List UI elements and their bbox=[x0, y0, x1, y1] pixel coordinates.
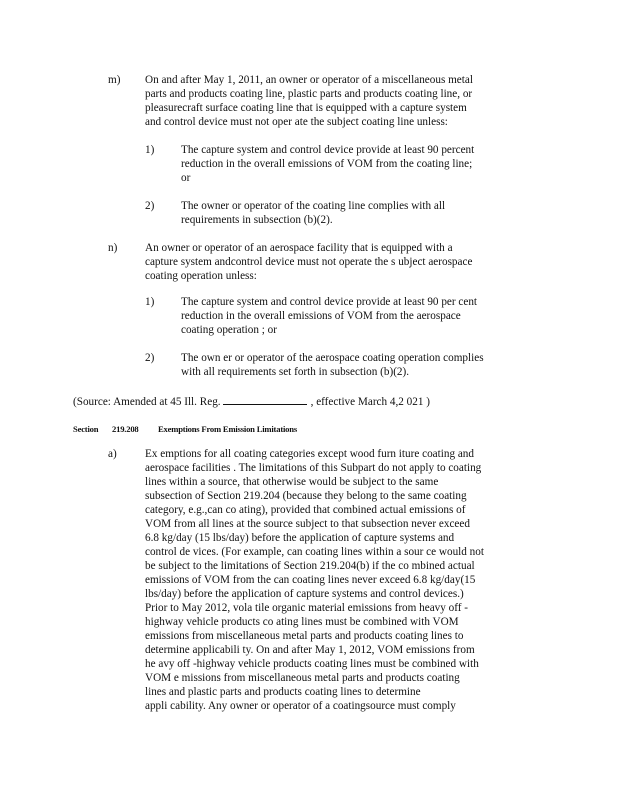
item-m2-line: The owner or operator of the coating line complies with all bbox=[181, 200, 446, 212]
paragraph-a-line: VOM e missions from miscellaneous metal parts and products coating bbox=[145, 672, 460, 684]
item-n2-label: 2) bbox=[145, 352, 155, 364]
section-word: Section bbox=[73, 424, 99, 434]
paragraph-a-line: category, e.g.,can co ating), provided that combined actual emissions of bbox=[145, 504, 466, 516]
paragraph-a-line: emissions from miscellaneous metal parts and products coating lines to bbox=[145, 630, 464, 642]
paragraph-a-line: subsection of Section 219.204 (because they belong to the same coating bbox=[145, 490, 467, 502]
source-note-suffix: , effective March 4,2 021 ) bbox=[310, 396, 430, 408]
item-n2-line: with all requirements set forth in subsection (b)(2). bbox=[181, 366, 410, 378]
item-m2-label: 2) bbox=[145, 200, 155, 212]
paragraph-n-line: An owner or operator of an aerospace facility that is equipped with a bbox=[145, 242, 453, 254]
item-m1-line: or bbox=[181, 172, 191, 184]
paragraph-a-line: lbs/day) before the application of capture systems and control devices.) bbox=[145, 588, 464, 600]
item-m1-line: reduction in the overall emissions of VOM from the coating line; bbox=[181, 158, 473, 170]
section-title: Exemptions From Emission Limitations bbox=[158, 424, 297, 434]
section-number: 219.208 bbox=[112, 424, 139, 434]
register-page-blank bbox=[223, 394, 307, 405]
paragraph-a-line: control de vices. (For example, can coating lines within a sour ce would not bbox=[145, 546, 484, 558]
item-n1-line: The capture system and control device provide at least 90 per cent bbox=[181, 296, 478, 308]
item-m1-line: The capture system and control device provide at least 90 percent bbox=[181, 144, 475, 156]
paragraph-m-line: parts and products coating line, plastic parts and products coating line, or bbox=[145, 88, 473, 100]
paragraph-a-line: lines and plastic parts and products coating lines to determine bbox=[145, 686, 421, 698]
paragraph-a-line: he avy off -highway vehicle products coating lines must be combined with bbox=[145, 658, 479, 670]
paragraph-n-line: capture system andcontrol device must not operate the s ubject aerospace bbox=[145, 256, 473, 268]
item-n1-line: coating operation ; or bbox=[181, 324, 277, 336]
paragraph-a-line: appli cability. Any owner or operator of a coatingsource must comply bbox=[145, 700, 456, 712]
source-note bbox=[73, 394, 430, 410]
item-n1-line: reduction in the overall emissions of VOM from the aerospace bbox=[181, 310, 461, 322]
item-n1-label: 1) bbox=[145, 296, 155, 308]
paragraph-m-line: pleasurecraft surface coating line that is equipped with a capture system bbox=[145, 102, 467, 114]
paragraph-m-label: m) bbox=[108, 74, 121, 86]
paragraph-a-label: a) bbox=[108, 448, 117, 460]
paragraph-a-line: VOM from all lines at the source subject to that subsection never exceed bbox=[145, 518, 470, 530]
paragraph-a-line: determine applicabili ty. On and after May 1, 2012, VOM emissions from bbox=[145, 644, 475, 656]
paragraph-n-line: coating operation unless: bbox=[145, 270, 257, 282]
item-n2-line: The own er or operator of the aerospace coating operation complies bbox=[181, 352, 484, 364]
source-note-prefix: (Source: Amended at 45 Ill. Reg. bbox=[73, 396, 221, 408]
paragraph-a-line: highway vehicle products co ating lines must be combined with VOM bbox=[145, 616, 459, 628]
paragraph-a-line: emissions of VOM from the can coating lines never exceed 6.8 kg/day(15 bbox=[145, 574, 476, 586]
paragraph-a-line: lines within a source, that otherwise would be subject to the same bbox=[145, 476, 439, 488]
paragraph-m-line: and control device must not oper ate the subject coating line unless: bbox=[145, 116, 448, 128]
paragraph-a-line: 6.8 kg/day (15 lbs/day) before the application of capture systems and bbox=[145, 532, 455, 544]
paragraph-a-line: Ex emptions for all coating categories except wood furn iture coating and bbox=[145, 448, 474, 460]
paragraph-a-line: Prior to May 2012, vola tile organic material emissions from heavy off - bbox=[145, 602, 469, 614]
paragraph-n-label: n) bbox=[108, 242, 118, 254]
paragraph-a-line: be subject to the limitations of Section 219.204(b) if the co mbined actual bbox=[145, 560, 475, 572]
paragraph-m-line: On and after May 1, 2011, an owner or operator of a miscellaneous metal bbox=[145, 74, 473, 86]
paragraph-a-line: aerospace facilities . The limitations of this Subpart do not apply to coating bbox=[145, 462, 482, 474]
item-m1-label: 1) bbox=[145, 144, 155, 156]
item-m2-line: requirements in subsection (b)(2). bbox=[181, 214, 333, 226]
